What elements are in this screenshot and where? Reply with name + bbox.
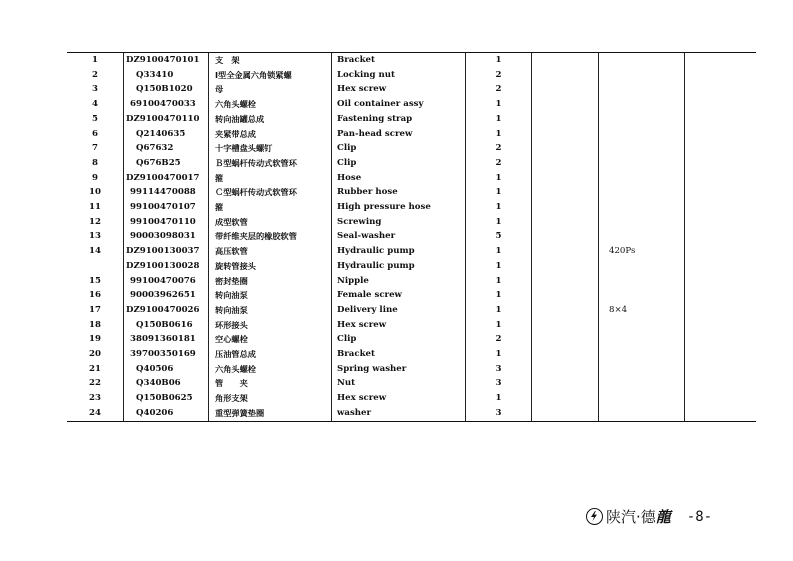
blank-cell (685, 112, 757, 127)
part-code: Q33410 (124, 68, 209, 83)
part-code: Q67632 (124, 141, 209, 156)
part-code: Q2140635 (124, 127, 209, 142)
remark: 8×4 (599, 303, 685, 318)
table-row (67, 274, 756, 289)
blank-cell (685, 244, 757, 259)
row-number: 17 (89, 304, 101, 315)
english-name: Rubber hose (332, 185, 466, 200)
part-code: DZ9100130037 (124, 244, 209, 259)
chinese-name: 环形接头 (209, 318, 332, 333)
blank-cell (685, 171, 757, 186)
quantity: 3 (466, 362, 532, 377)
remark (599, 127, 685, 142)
row-number: 10 (89, 187, 101, 198)
blank-cell (532, 288, 599, 303)
blank-cell (532, 215, 599, 230)
chinese-name: 母 (209, 82, 332, 97)
brand-name: 陕汽·德龍 (606, 508, 671, 526)
chinese-name: 六角头螺栓 (209, 97, 332, 112)
blank-cell (685, 127, 757, 142)
chinese-name: Ⅰ型全金属六角锁紧螺 (209, 68, 332, 83)
blank-cell (685, 406, 757, 421)
chinese-name: 压油管总成 (209, 347, 332, 362)
chinese-name: 密封垫圈 (209, 274, 332, 289)
part-code: Q150B1020 (124, 82, 209, 97)
chinese-name: 转向油罐总成 (209, 112, 332, 127)
table-row (67, 141, 756, 156)
english-name: Nut (332, 376, 466, 391)
quantity: 2 (466, 141, 532, 156)
row-number: 12 (89, 216, 101, 227)
table-row (67, 112, 756, 127)
blank-cell (685, 347, 757, 362)
remark (599, 185, 685, 200)
remark (599, 391, 685, 406)
blank-cell (685, 68, 757, 83)
chinese-name: 转向油泵 (209, 288, 332, 303)
remark (599, 97, 685, 112)
row-number: 22 (89, 378, 101, 389)
part-code: DZ9100470101 (124, 53, 209, 68)
chinese-name: 夹紧带总成 (209, 127, 332, 142)
chinese-name: Ｃ型蜗杆传动式软管环 (209, 185, 332, 200)
table-row (67, 244, 756, 259)
quantity: 1 (466, 288, 532, 303)
part-code: 90003962651 (124, 288, 209, 303)
quantity: 1 (466, 259, 532, 274)
part-code: 99100470110 (124, 215, 209, 230)
remark (599, 82, 685, 97)
part-code: Q150B0625 (124, 391, 209, 406)
row-number: 20 (89, 349, 101, 360)
remark (599, 318, 685, 333)
blank-cell (685, 288, 757, 303)
quantity: 1 (466, 303, 532, 318)
remark (599, 274, 685, 289)
remark (599, 332, 685, 347)
table-row (67, 391, 756, 406)
remark: 420Ps (599, 244, 685, 259)
english-name: Nipple (332, 274, 466, 289)
row-number: 24 (67, 406, 124, 421)
blank-cell (685, 274, 757, 289)
table-row (67, 171, 756, 186)
remark (599, 229, 685, 244)
table-row (67, 362, 756, 377)
table-row (67, 376, 756, 391)
table-row (67, 200, 756, 215)
part-code: 69100470033 (124, 97, 209, 112)
blank-cell (685, 215, 757, 230)
quantity: 2 (466, 68, 532, 83)
blank-cell (532, 274, 599, 289)
blank-cell (532, 156, 599, 171)
blank-cell (532, 53, 599, 68)
blank-cell (532, 244, 599, 259)
table-row (67, 97, 756, 112)
blank-cell (685, 332, 757, 347)
part-code: 99114470088 (124, 185, 209, 200)
part-code: DZ9100470026 (124, 303, 209, 318)
remark (599, 376, 685, 391)
table-row (67, 53, 756, 68)
page-footer (586, 506, 712, 527)
quantity: 1 (466, 274, 532, 289)
remark (599, 406, 685, 421)
blank-cell (685, 362, 757, 377)
quantity: 3 (466, 376, 532, 391)
part-code: 90003098031 (124, 229, 209, 244)
table-row (67, 318, 756, 333)
chinese-name: 带纤维夹层的橡胶软管 (209, 229, 332, 244)
english-name: Seal-washer (332, 229, 466, 244)
quantity: 1 (466, 318, 532, 333)
part-code: DZ9100470110 (124, 112, 209, 127)
table-row (67, 215, 756, 230)
quantity: 1 (466, 97, 532, 112)
english-name: Bracket (332, 347, 466, 362)
row-number: 18 (89, 319, 101, 330)
english-name: Clip (332, 332, 466, 347)
row-number: 3 (92, 84, 98, 95)
blank-cell (532, 200, 599, 215)
remark (599, 171, 685, 186)
english-name: Bracket (332, 53, 466, 68)
remark (599, 200, 685, 215)
row-number: 6 (92, 128, 98, 139)
quantity: 1 (466, 244, 532, 259)
part-code: Q40506 (124, 362, 209, 377)
row-number: 7 (92, 143, 98, 154)
quantity: 2 (466, 82, 532, 97)
quantity: 1 (466, 200, 532, 215)
blank-cell (532, 406, 599, 421)
remark (599, 53, 685, 68)
table-row (67, 406, 756, 421)
part-code: Q340B06 (124, 376, 209, 391)
blank-cell (685, 97, 757, 112)
remark (599, 288, 685, 303)
quantity: 1 (466, 53, 532, 68)
blank-cell (685, 82, 757, 97)
blank-cell (532, 171, 599, 186)
quantity: 1 (466, 347, 532, 362)
english-name: Pan-head screw (332, 127, 466, 142)
english-name: Hex screw (332, 82, 466, 97)
chinese-name: 成型软管 (209, 215, 332, 230)
part-code: DZ9100470017 (124, 171, 209, 186)
part-code: 38091360181 (124, 332, 209, 347)
english-name: Screwing (332, 215, 466, 230)
english-name: Locking nut (332, 68, 466, 83)
remark (599, 259, 685, 274)
blank-cell (685, 259, 757, 274)
table-row (67, 347, 756, 362)
english-name: Clip (332, 156, 466, 171)
part-code: Q40206 (124, 406, 209, 421)
row-number: 23 (89, 393, 101, 404)
row-number: 2 (92, 69, 98, 80)
blank-cell (685, 229, 757, 244)
english-name: Hydraulic pump (332, 244, 466, 259)
row-number: 5 (92, 113, 98, 124)
part-code: DZ9100130028 (124, 259, 209, 274)
table-row (67, 127, 756, 142)
blank-cell (685, 156, 757, 171)
table-row (67, 303, 756, 318)
chinese-name: 十字槽盘头螺钉 (209, 141, 332, 156)
row-number: 13 (89, 231, 101, 242)
blank-cell (685, 185, 757, 200)
row-number: 21 (89, 363, 101, 374)
blank-cell (532, 362, 599, 377)
row-number: 16 (89, 290, 101, 301)
chinese-name: 重型弹簧垫圈 (209, 406, 332, 421)
blank-cell (685, 391, 757, 406)
part-code: Q676B25 (124, 156, 209, 171)
row-number: 11 (89, 202, 101, 213)
english-name: High pressure hose (332, 200, 466, 215)
table-row (67, 288, 756, 303)
quantity: 5 (466, 229, 532, 244)
chinese-name: 角形支架 (209, 391, 332, 406)
english-name: Fastening strap (332, 112, 466, 127)
remark (599, 156, 685, 171)
parts-table (67, 52, 756, 422)
english-name: Oil container assy (332, 97, 466, 112)
blank-cell (685, 53, 757, 68)
english-name: Female screw (332, 288, 466, 303)
blank-cell (532, 68, 599, 83)
blank-cell (685, 376, 757, 391)
blank-cell (532, 127, 599, 142)
chinese-name: 高压软管 (209, 244, 332, 259)
remark (599, 112, 685, 127)
remark (599, 68, 685, 83)
row-number: 15 (89, 275, 101, 286)
table-row (67, 68, 756, 83)
table-row (67, 229, 756, 244)
blank-cell (532, 259, 599, 274)
english-name: washer (332, 406, 466, 421)
row-number: 9 (92, 172, 98, 183)
blank-cell (532, 229, 599, 244)
chinese-name: 转向油泵 (209, 303, 332, 318)
row-number: 1 (67, 53, 124, 68)
table-row (67, 185, 756, 200)
row-number: 4 (92, 99, 98, 110)
table-row (67, 156, 756, 171)
row-number: 8 (92, 157, 98, 168)
remark (599, 362, 685, 377)
blank-cell (685, 141, 757, 156)
quantity: 1 (466, 391, 532, 406)
row-number (67, 259, 124, 274)
chinese-name: 支 架 (209, 53, 332, 68)
blank-cell (532, 97, 599, 112)
part-code: Q150B0616 (124, 318, 209, 333)
blank-cell (532, 347, 599, 362)
blank-cell (685, 318, 757, 333)
chinese-name: 管 夹 (209, 376, 332, 391)
table-row (67, 259, 756, 274)
blank-cell (532, 376, 599, 391)
quantity: 2 (466, 332, 532, 347)
english-name: Hose (332, 171, 466, 186)
blank-cell (685, 303, 757, 318)
page-number: -8- (686, 508, 713, 525)
quantity: 1 (466, 185, 532, 200)
table-row (67, 82, 756, 97)
blank-cell (685, 200, 757, 215)
row-number: 14 (89, 246, 101, 257)
english-name: Clip (332, 141, 466, 156)
quantity: 1 (466, 127, 532, 142)
quantity: 1 (466, 215, 532, 230)
quantity: 1 (466, 171, 532, 186)
table-row (67, 332, 756, 347)
part-code: 99100470076 (124, 274, 209, 289)
quantity: 2 (466, 156, 532, 171)
blank-cell (532, 82, 599, 97)
english-name: Delivery line (332, 303, 466, 318)
english-name: Hex screw (332, 318, 466, 333)
remark (599, 141, 685, 156)
row-number: 19 (89, 334, 101, 345)
english-name: Hydraulic pump (332, 259, 466, 274)
chinese-name: 箍 (209, 171, 332, 186)
shaanxi-lightning-logo-icon (586, 508, 603, 525)
blank-cell (532, 112, 599, 127)
english-name: Hex screw (332, 391, 466, 406)
remark (599, 347, 685, 362)
remark (599, 215, 685, 230)
blank-cell (532, 318, 599, 333)
english-name: Spring washer (332, 362, 466, 377)
blank-cell (532, 303, 599, 318)
chinese-name: 箍 (209, 200, 332, 215)
quantity: 1 (466, 112, 532, 127)
part-code: 39700350169 (124, 347, 209, 362)
chinese-name: 六角头螺栓 (209, 362, 332, 377)
chinese-name: 旋转管接头 (209, 259, 332, 274)
chinese-name: 空心螺栓 (209, 332, 332, 347)
quantity: 3 (466, 406, 532, 421)
blank-cell (532, 185, 599, 200)
part-code: 99100470107 (124, 200, 209, 215)
blank-cell (532, 391, 599, 406)
blank-cell (532, 141, 599, 156)
blank-cell (532, 332, 599, 347)
chinese-name: Ｂ型蜗杆传动式软管环 (209, 156, 332, 171)
